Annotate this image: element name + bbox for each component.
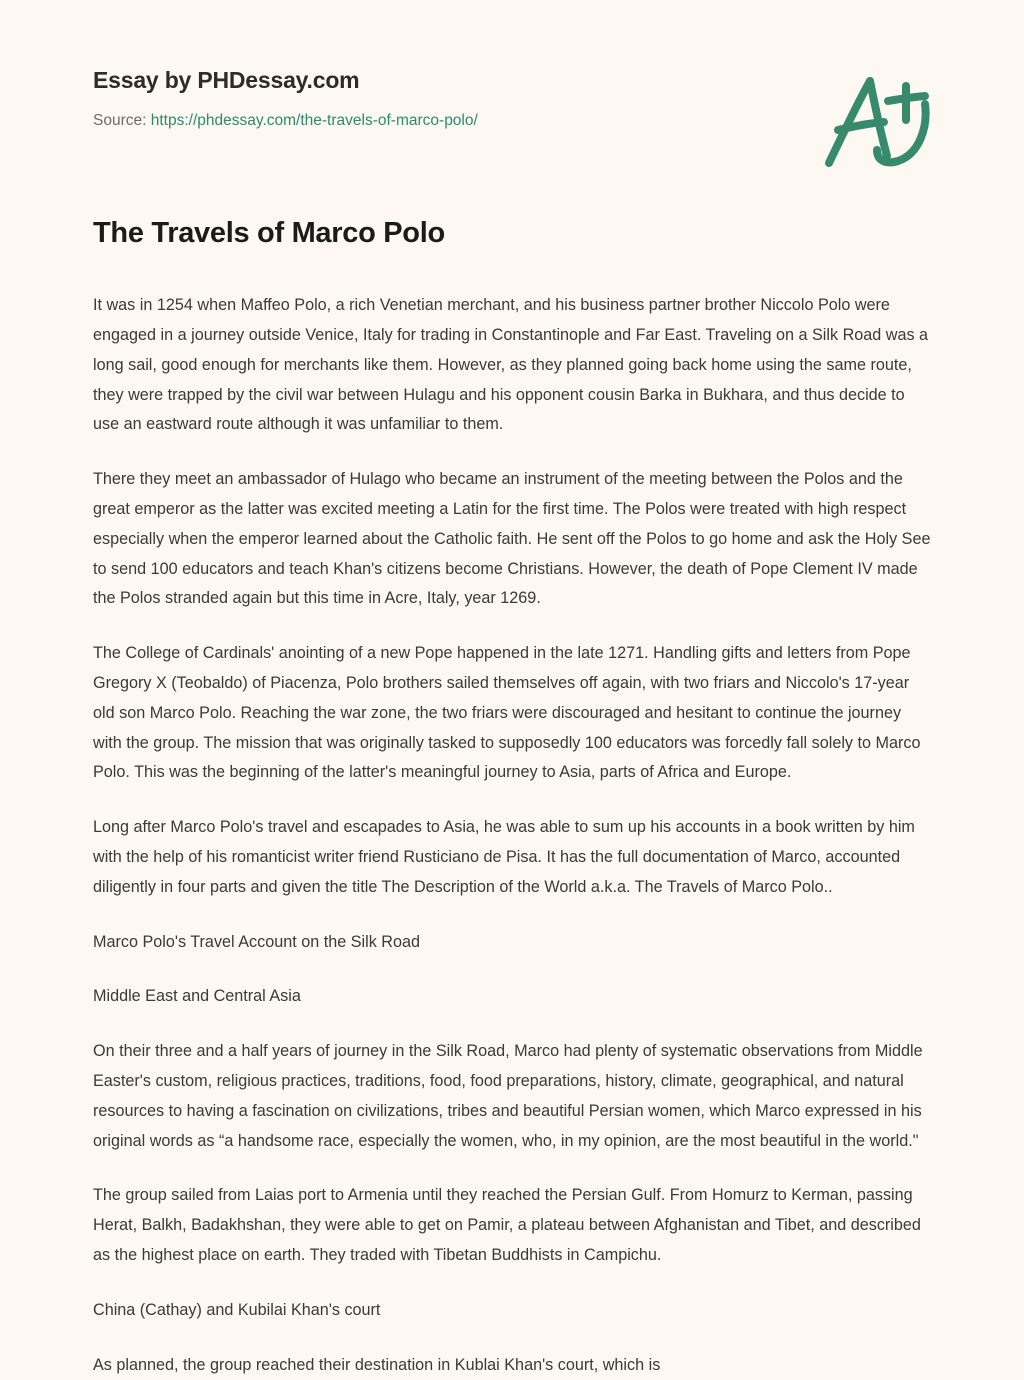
- a-plus-logo-icon: [815, 68, 935, 172]
- brand-title: Essay by PHDessay.com: [93, 67, 360, 93]
- page-title: The Travels of Marco Polo: [93, 217, 445, 249]
- section-heading: Marco Polo's Travel Account on the Silk Road: [93, 932, 421, 951]
- body-paragraph: Long after Marco Polo's travel and escapades to Asia, he was able to sum up his accounts in a book written by him with the help of his romanticist writer friend Rusticiano de Pisa. It has the full documentation of Marco, accounted diligently in four parts and given the title The Description of the World a.k.a. The Travels of Marco Polo..: [93, 818, 915, 896]
- body-paragraph: It was in 1254 when Maffeo Polo, a rich Venetian merchant, and his business partner brother Niccolo Polo were engaged in a journey outside Venice, Italy for trading in Constantinople and Far East. Traveling on a Silk Road was a long sail, good enough for merchants like them. However, as they planned going back home using the same route, they were trapped by the civil war between Hulagu and his opponent cousin Barka in Bukhara, and thus decide to use an eastward route although it was unfamiliar to them.: [93, 296, 929, 434]
- source-link[interactable]: https://phdessay.com/the-travels-of-marco-polo/: [150, 111, 478, 129]
- a-plus-logo: [815, 68, 935, 172]
- body-paragraph: As planned, the group reached their destination in Kublai Khan's court, which is: [93, 1355, 661, 1374]
- essay-article: [93, 215, 931, 1380]
- section-heading: Middle East and Central Asia: [93, 987, 301, 1006]
- body-paragraph: The College of Cardinals' anointing of a new Pope happened in the late 1271. Handling gifts and letters from Pope Gregory X (Teobaldo) of Piacenza, Polo brothers sailed themselves off again, with two friars and Niccolo's 17-year old son Marco Polo. Reaching the war zone, the two friars were discouraged and hesitant to continue the journey with the group. The mission that was originally tasked to supposedly 100 educators was forcedly fall solely to Marco Polo. This was the beginning of the latter's meaningful journey to Asia, parts of Africa and Europe.: [93, 644, 921, 782]
- body-paragraph: The group sailed from Laias port to Armenia until they reached the Persian Gulf. From Homurz to Kerman, passing Herat, Balkh, Badakhshan, they were able to get on Pamir, a plateau between Afghanistan and Tibet, and described as the highest place on earth. They traded with Tibetan Buddhists in Campichu.: [93, 1186, 921, 1264]
- section-heading: China (Cathay) and Kubilai Khan's court: [93, 1300, 381, 1319]
- body-paragraph: There they meet an ambassador of Hulago who became an instrument of the meeting between the Polos and the great emperor as the latter was excited meeting a Latin for the first time. The Polos were treated with high respect especially when the emperor learned about the Catholic faith. He sent off the Polos to go home and ask the Holy See to send 100 educators and teach Khan's citizens become Christians. However, the death of Pope Clement IV made the Polos stranded again but this time in Acre, Italy, year 1269.: [93, 470, 931, 608]
- body-paragraph: On their three and a half years of journey in the Silk Road, Marco had plenty of systematic observations from Middle Easter's custom, religious practices, traditions, food, food preparations, history, climate, geographical, and natural resources to having a fascination on civilizations, tribes and beautiful Persian women, which Marco expressed in his original words as “a handsome race, especially the women, who, in my opinion, are the most beautiful in the world.": [93, 1042, 923, 1150]
- source-label: Source:: [93, 111, 151, 129]
